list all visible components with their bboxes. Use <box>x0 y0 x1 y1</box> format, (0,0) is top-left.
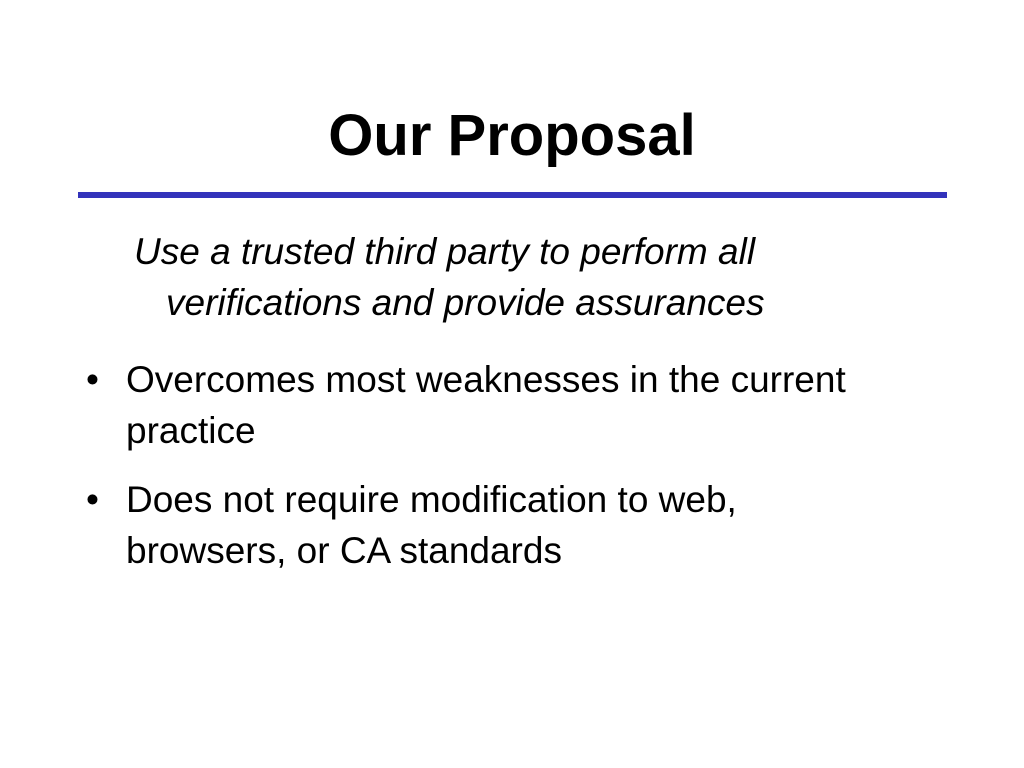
bullet-text: Overcomes most weaknesses in the current practice <box>126 359 846 451</box>
lead-statement: Use a trusted third party to perform all verifications and provide assurances <box>134 231 765 323</box>
bullet-list <box>86 354 906 594</box>
title-underline <box>78 192 947 198</box>
bullet-dot-icon: • <box>86 359 99 400</box>
bullet-item <box>86 354 906 456</box>
bullet-text: Does not require modification to web, browsers, or CA standards <box>126 479 737 571</box>
slide-title: Our Proposal <box>328 103 696 168</box>
bullet-item <box>86 474 906 576</box>
bullet-dot-icon: • <box>86 479 99 520</box>
